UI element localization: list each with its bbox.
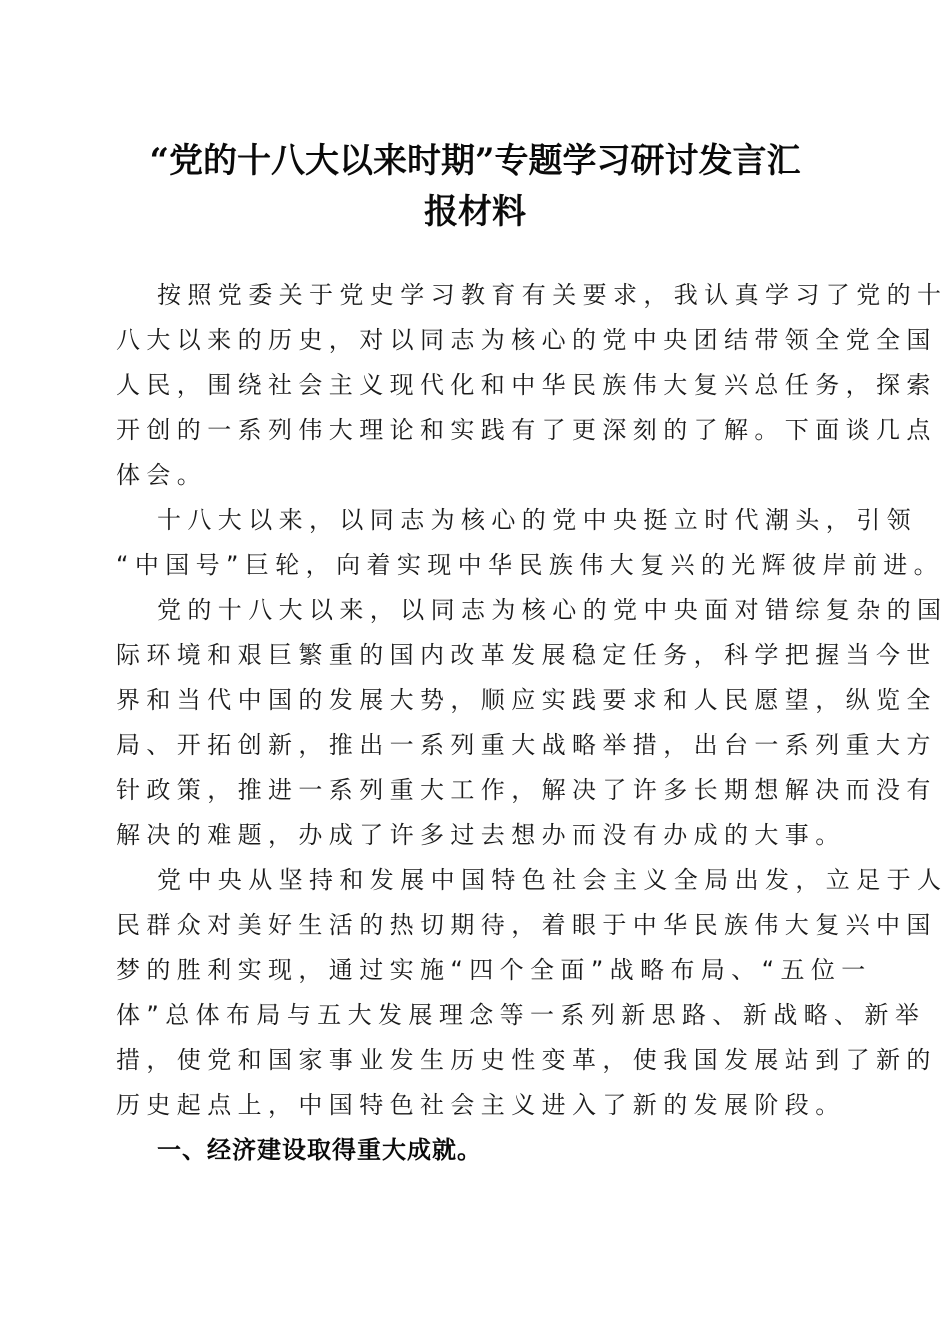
paragraph-line: 人民，围绕社会主义现代化和中华民族伟大复兴总任务，探索 xyxy=(116,371,937,399)
paragraph-line: 界和当代中国的发展大势，顺应实践要求和人民愿望，纵览全 xyxy=(116,686,937,714)
paragraph-line: 民群众对美好生活的热切期待，着眼于中华民族伟大复兴中国 xyxy=(116,911,937,939)
paragraph-line: 体会。 xyxy=(116,461,208,489)
title-line-1: “党的十八大以来时期”专题学习研讨发言汇 xyxy=(149,141,801,181)
paragraph-line: 局、开拓创新，推出一系列重大战略举措，出台一系列重大方 xyxy=(116,731,937,759)
title-line-2: 报材料 xyxy=(424,192,526,232)
paragraph-line: 八大以来的历史，对以同志为核心的党中央团结带领全党全国 xyxy=(116,326,937,354)
paragraph-line: 历史起点上，中国特色社会主义进入了新的发展阶段。 xyxy=(116,1091,846,1119)
paragraph-line: 十八大以来，以同志为核心的党中央挺立时代潮头，引领 xyxy=(157,506,917,534)
paragraph-4 xyxy=(116,858,948,1128)
paragraph-line: 梦的胜利实现，通过实施“四个全面”战略布局、“五位一 xyxy=(116,956,872,984)
paragraph-line: “中国号”巨轮，向着实现中华民族伟大复兴的光辉彼岸前进。 xyxy=(116,551,945,579)
paragraph-line: 解决的难题，办成了许多过去想办而没有办成的大事。 xyxy=(116,821,846,849)
paragraph-line: 党的十八大以来，以同志为核心的党中央面对错综复杂的国 xyxy=(157,596,948,624)
paragraph-3 xyxy=(116,588,948,858)
paragraph-line: 党中央从坚持和发展中国特色社会主义全局出发，立足于人 xyxy=(157,866,948,894)
paragraph-line: 开创的一系列伟大理论和实践有了更深刻的了解。下面谈几点 xyxy=(116,416,937,444)
section-heading: 一、经济建设取得重大成就。 xyxy=(157,1136,482,1164)
paragraph-line: 措，使党和国家事业发生历史性变革，使我国发展站到了新的 xyxy=(116,1046,937,1074)
paragraph-2 xyxy=(116,498,945,588)
document-title xyxy=(100,136,850,238)
paragraph-line: 体”总体布局与五大发展理念等一系列新思路、新战略、新举 xyxy=(116,1001,926,1029)
document-body xyxy=(116,273,948,1173)
paragraph-line: 针政策，推进一系列重大工作，解决了许多长期想解决而没有 xyxy=(116,776,937,804)
paragraph-1 xyxy=(116,273,948,498)
paragraph-line: 际环境和艰巨繁重的国内改革发展稳定任务，科学把握当今世 xyxy=(116,641,937,669)
paragraph-line: 按照党委关于党史学习教育有关要求，我认真学习了党的十 xyxy=(157,281,948,309)
